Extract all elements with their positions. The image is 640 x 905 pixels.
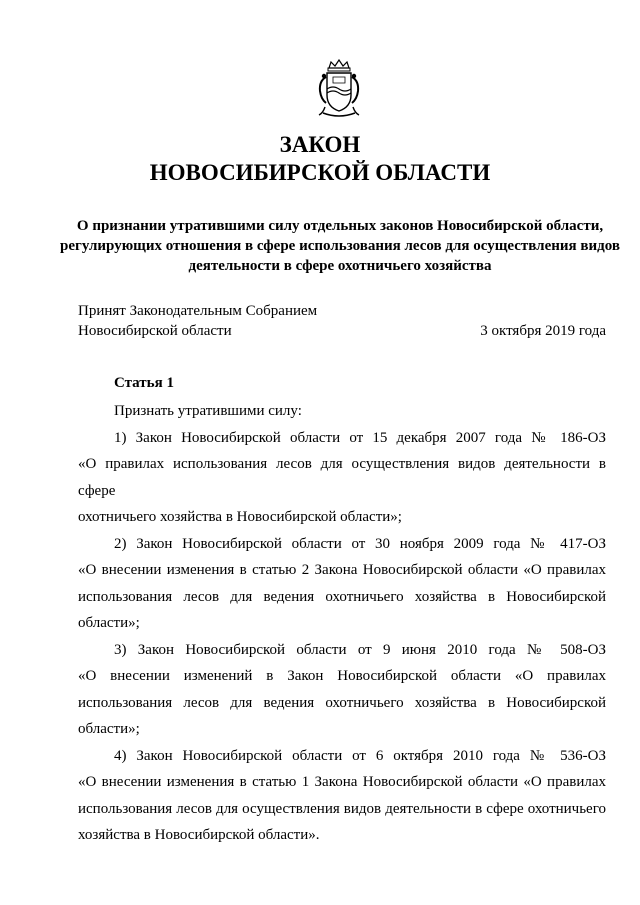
list-item: 2) Закон Новосибирской области от 30 ноября 2009 года № 417-ОЗ «О внесении изменения в статью 2 Закона Новосибирской области «О правилах использования лесов для ведения охотничьего хозяйства в Новосибирской области»; — [78, 535, 606, 631]
adoption-line-1: Принят Законодательным Собранием — [78, 303, 318, 319]
article-intro: Признать утратившими силу: — [114, 403, 302, 419]
adoption-date: 3 октября 2019 года — [480, 323, 606, 339]
article-body — [78, 398, 606, 849]
law-title: ЗАКОН — [279, 132, 361, 157]
adoption-line-2: Новосибирской области — [78, 323, 232, 339]
adoption-block — [78, 301, 317, 341]
coat-of-arms-icon — [315, 59, 363, 119]
article-heading: Статья 1 — [114, 375, 174, 391]
list-item: 4) Закон Новосибирской области от 6 октября 2010 года № 536-ОЗ «О внесении изменения в статью 1 Закона Новосибирской области «О правилах использования лесов для осуществления видов деятельности в сфере охотничьего хозяйства в Новосибирской области». — [78, 747, 606, 843]
region-title: НОВОСИБИРСКОЙ ОБЛАСТИ — [149, 160, 491, 185]
list-item: 3) Закон Новосибирской области от 9 июня 2010 года № 508-ОЗ «О внесении изменений в Закон Новосибирской области «О правилах использования лесов для ведения охотничьего хозяйства в Новосибирской области»; — [78, 641, 606, 737]
list-item: 1) Закон Новосибирской области от 15 декабря 2007 года № 186-ОЗ «О правилах использования лесов для осуществления видов деятельности в сфере охотничьего хозяйства в Новосибирской области»; — [78, 429, 606, 525]
law-subtitle: О признании утратившими силу отдельных законов Новосибирской области, регулирующих отношения в сфере использования лесов для осуществления видов деятельности в сфере охотничьего хозяйства — [60, 218, 620, 274]
